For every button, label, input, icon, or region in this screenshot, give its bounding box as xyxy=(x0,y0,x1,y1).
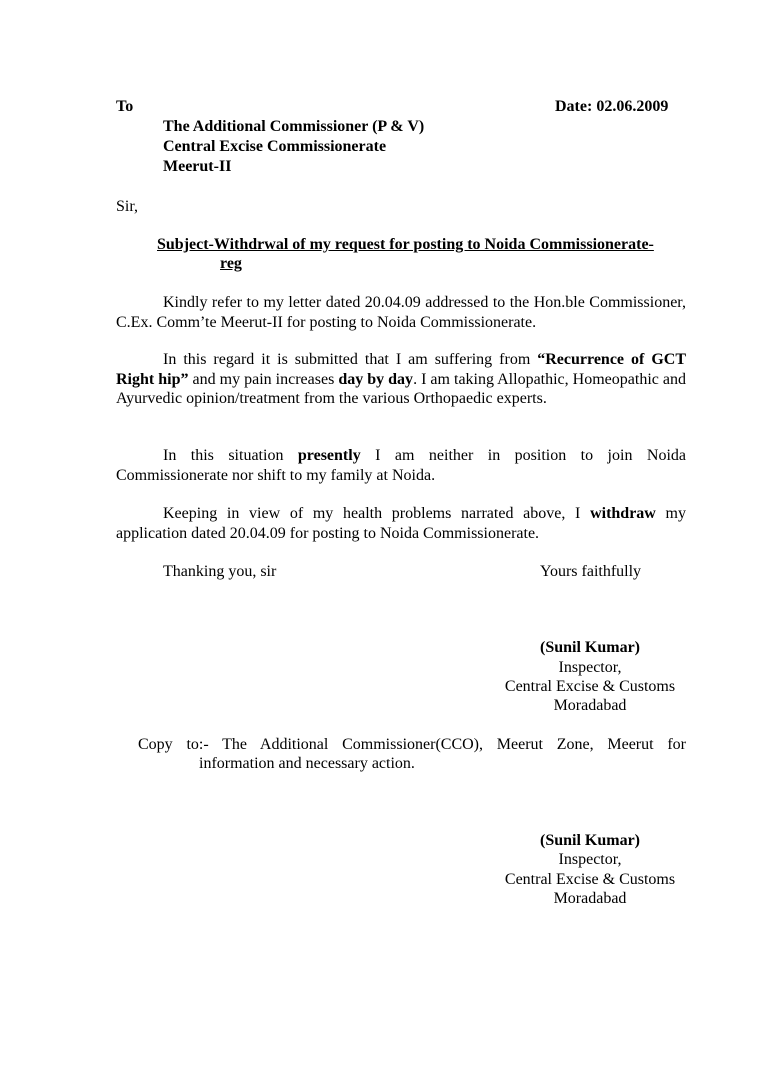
paragraph-4-text-a: Keeping in view of my health problems narrated above, I xyxy=(163,505,591,522)
signature-1-designation: Inspector, xyxy=(558,659,622,676)
addressee-line-2: Central Excise Commissionerate xyxy=(163,138,387,155)
paragraph-4-emphasis: withdraw xyxy=(590,505,656,522)
signature-1-name: (Sunil Kumar) xyxy=(539,639,640,656)
paragraph-4 xyxy=(116,504,686,543)
signature-2-department: Central Excise & Customs xyxy=(504,871,676,888)
paragraph-4-text-c: my application dated 20.04.09 for posting to Noida Commissionerate. xyxy=(116,505,686,542)
paragraph-3-text-a: In this situation xyxy=(163,447,298,464)
salutation: Sir, xyxy=(116,198,139,215)
letter-date: Date: 02.06.2009 xyxy=(555,98,669,115)
paragraph-2-text-a: In this regard it is submitted that I am suffering from xyxy=(163,351,538,368)
closing-yours: Yours faithfully xyxy=(540,563,642,580)
copy-to-line-1: Copy to:- The Additional Commissioner(CCO), Meerut Zone, Meerut for xyxy=(138,736,686,753)
copy-to-line-2: information and necessary action. xyxy=(199,755,415,772)
signature-2-name: (Sunil Kumar) xyxy=(539,832,640,849)
paragraph-3-text-c: I am neither in position to join Noida Commissionerate nor shift to my family at Noida. xyxy=(116,447,686,484)
signature-2-place: Moradabad xyxy=(553,890,627,907)
addressee-line-3: Meerut-II xyxy=(163,158,232,175)
paragraph-2 xyxy=(116,350,686,409)
paragraph-3 xyxy=(116,446,686,485)
signature-2-designation: Inspector, xyxy=(558,851,622,868)
subject-line-1: Subject-Withdrwal of my request for posting to Noida Commissionerate- xyxy=(157,236,654,253)
signature-1-place: Moradabad xyxy=(553,697,627,714)
paragraph-2-diagnosis: “Recurrence of GCT Right hip” xyxy=(116,351,686,388)
paragraph-2-emphasis: day by day xyxy=(338,370,414,388)
subject-line-2: reg xyxy=(220,255,242,272)
to-label: To xyxy=(116,98,134,115)
paragraph-3-emphasis: presently xyxy=(297,447,361,464)
signature-1-department: Central Excise & Customs xyxy=(504,678,676,695)
paragraph-2-text-c: and my pain increases xyxy=(188,370,339,388)
paragraph-1: Kindly refer to my letter dated 20.04.09 addressed to the Hon.ble Commissioner, C.Ex. Comm’te Meerut-II for posting to Noida Commissionerate. xyxy=(116,294,686,331)
paragraph-2-text-e: . I am taking Allopathic, Homeopathic and Ayurvedic opinion/treatment from the various Orthopaedic experts. xyxy=(116,370,686,407)
closing-thanks: Thanking you, sir xyxy=(163,563,277,580)
addressee-line-1: The Additional Commissioner (P & V) xyxy=(163,118,425,135)
